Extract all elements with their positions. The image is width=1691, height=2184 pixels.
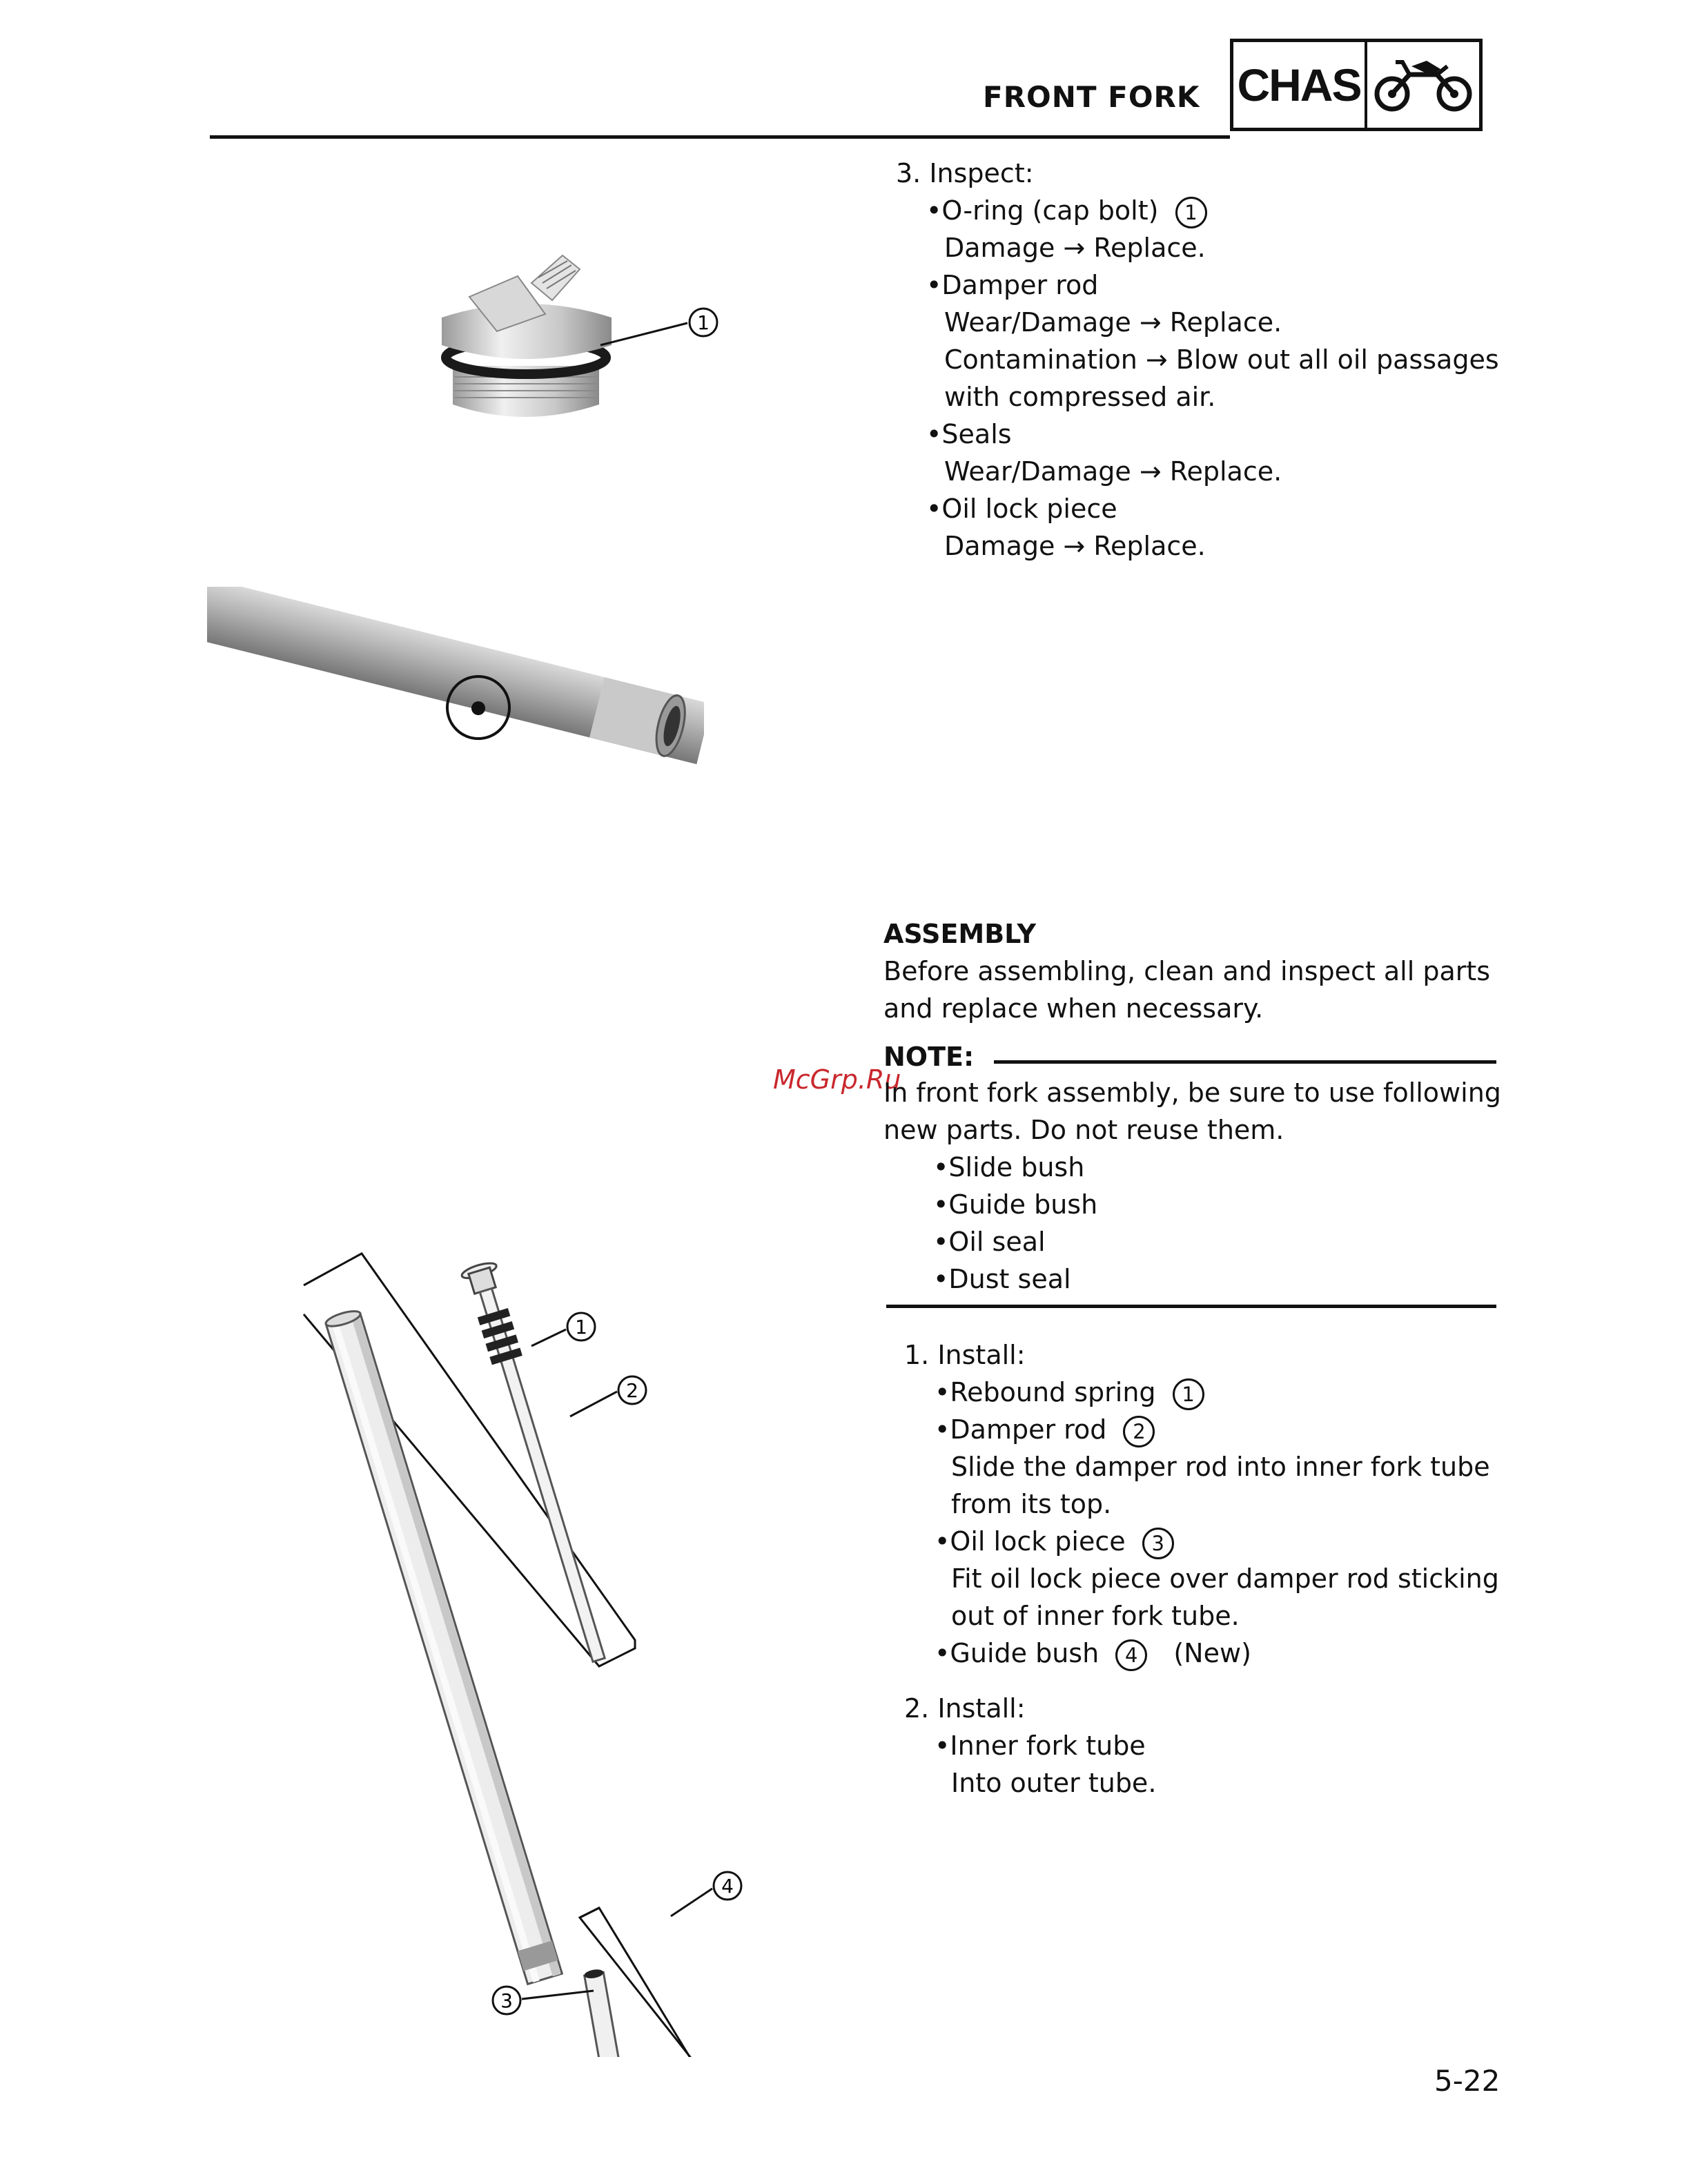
inspect-line: Wear/Damage → Replace. <box>944 307 1282 338</box>
install-item-inner-fork-tube: •Inner fork tube <box>935 1730 1146 1761</box>
callout-2: 2 <box>1123 1416 1155 1447</box>
callout-3: 3 <box>1142 1528 1174 1559</box>
damper-rod-figure <box>207 587 704 821</box>
inspect-line: with compressed air. <box>944 382 1216 412</box>
inspect-item-o-ring <box>926 192 1207 229</box>
inspect-item-label: Seals <box>941 419 1012 449</box>
cap-bolt-callout-1: 1 <box>697 311 710 334</box>
assembly-callout-1: 1 <box>575 1316 587 1338</box>
section-title: FRONT FORK <box>983 80 1200 114</box>
note-label: NOTE: <box>883 1042 975 1072</box>
install-item-label: •Guide bush <box>935 1638 1099 1668</box>
install-line: Fit oil lock piece over damper rod sticking <box>951 1563 1499 1594</box>
bullet: • <box>926 419 942 449</box>
assembly-callout-2: 2 <box>626 1379 638 1402</box>
new-part-item: •Dust seal <box>933 1264 1071 1294</box>
inspect-item-label: Oil lock piece <box>941 494 1117 524</box>
inspect-item-oil-lock-piece <box>926 490 1117 527</box>
fork-assembly-figure <box>290 1242 814 2057</box>
page-number: 5-22 <box>1434 2064 1501 2098</box>
motorcycle-icon <box>1367 42 1479 128</box>
callout-4: 4 <box>1115 1639 1147 1671</box>
watermark: McGrp.Ru <box>773 1064 901 1095</box>
inspect-item-damper-rod <box>926 266 1098 304</box>
note-line: new parts. Do not reuse them. <box>883 1115 1284 1145</box>
new-part-item: •Oil seal <box>933 1227 1046 1257</box>
assembly-callout-3: 3 <box>500 1989 513 2012</box>
callout-1: 1 <box>1173 1378 1204 1410</box>
new-part-item: •Slide bush <box>933 1152 1085 1182</box>
inspect-line: Wear/Damage → Replace. <box>944 456 1282 487</box>
install-line: from its top. <box>951 1489 1112 1519</box>
install-item-damper-rod <box>935 1411 1155 1448</box>
assembly-intro-line: and replace when necessary. <box>883 993 1264 1024</box>
bullet: • <box>926 195 942 226</box>
install-line: Into outer tube. <box>951 1768 1157 1798</box>
install-2-step: 2. Install: <box>904 1693 1026 1724</box>
assembly-heading: ASSEMBLY <box>883 919 1036 949</box>
new-tag: (New) <box>1173 1638 1251 1668</box>
install-item-label: •Damper rod <box>935 1414 1107 1445</box>
note-top-rule <box>994 1060 1496 1064</box>
inspect-item-label: Damper rod <box>941 270 1099 300</box>
chapter-badge <box>1230 39 1483 131</box>
callout-1: 1 <box>1175 197 1207 228</box>
new-part-item: •Guide bush <box>933 1189 1098 1220</box>
inspect-item-label: O-ring (cap bolt) <box>941 195 1159 226</box>
assembly-intro-line: Before assembling, clean and inspect all parts <box>883 956 1491 986</box>
cap-bolt-figure <box>414 242 801 435</box>
install-item-guide-bush <box>935 1635 1251 1672</box>
bullet: • <box>926 270 942 300</box>
install-1-step: 1. Install: <box>904 1340 1026 1370</box>
inspect-step: 3. Inspect: <box>896 158 1034 188</box>
install-item-label: •Oil lock piece <box>935 1526 1126 1557</box>
note-line: In front fork assembly, be sure to use following <box>883 1078 1501 1108</box>
bullet: • <box>926 494 942 524</box>
inspect-line: Contamination → Blow out all oil passages <box>944 344 1499 375</box>
inspect-line: Damage → Replace. <box>944 233 1206 263</box>
inspect-item-seals <box>926 416 1012 453</box>
install-item-label: •Rebound spring <box>935 1377 1156 1407</box>
install-item-rebound-spring <box>935 1374 1204 1411</box>
inspect-line: Damage → Replace. <box>944 531 1206 561</box>
note-bottom-rule <box>886 1305 1496 1308</box>
install-item-oil-lock-piece <box>935 1523 1174 1560</box>
chapter-code: CHAS <box>1233 42 1367 128</box>
install-line: Slide the damper rod into inner fork tube <box>951 1452 1490 1482</box>
header-rule <box>210 135 1230 139</box>
assembly-callout-4: 4 <box>721 1875 734 1898</box>
install-line: out of inner fork tube. <box>951 1601 1240 1631</box>
